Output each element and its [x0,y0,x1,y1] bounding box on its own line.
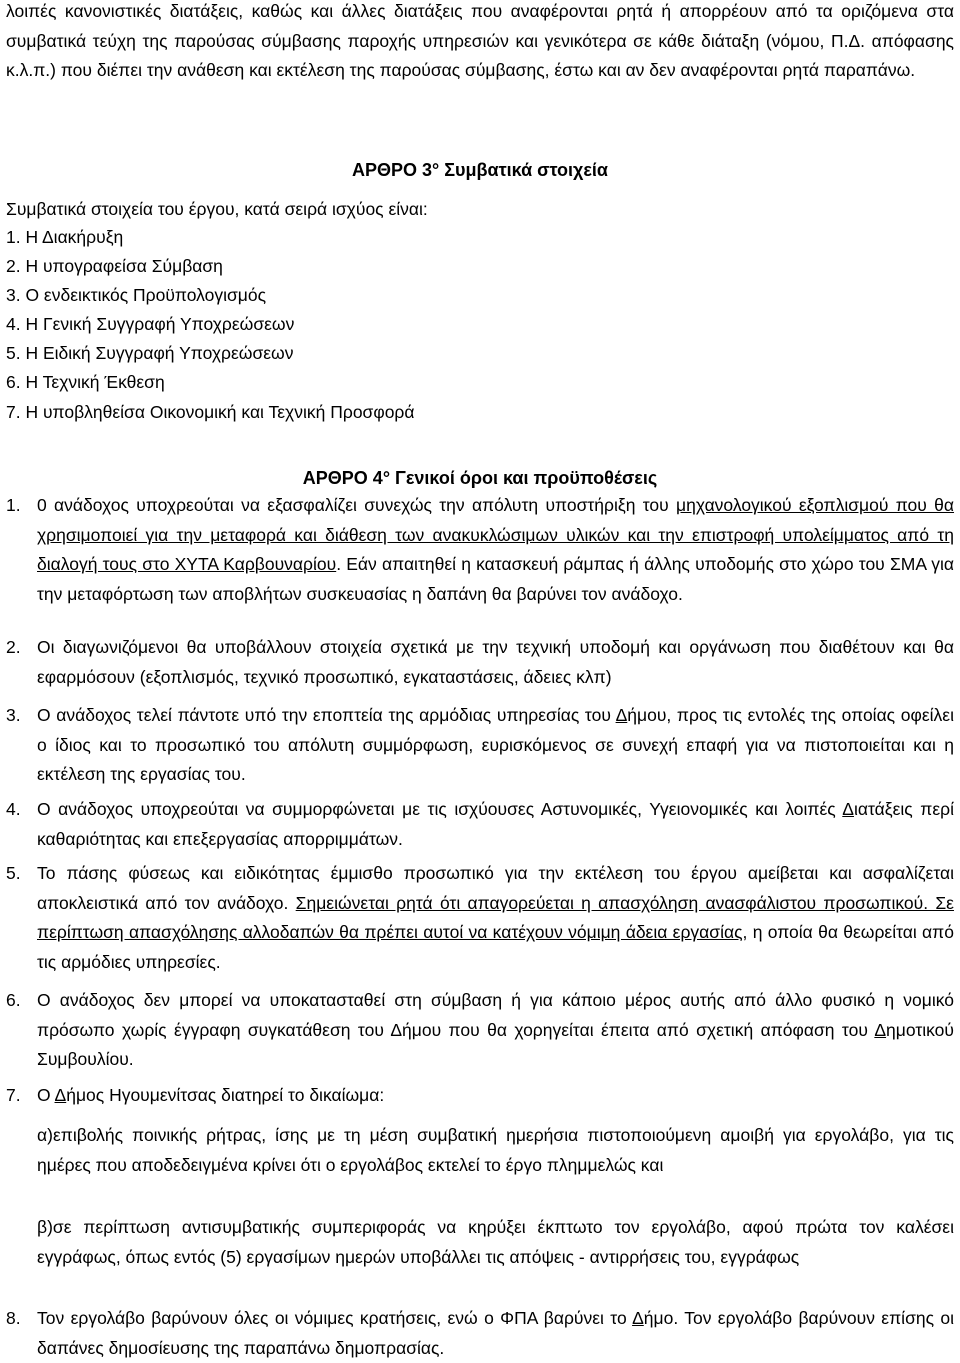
term-text: Ο ανάδοχος υποχρεούται να συμμορφώνεται με τις ισχύουσες Αστυνομικές, Υγειονομικές και λοιπές Διατάξεις περί καθαριότητας και επεξεργασίας απορριμμάτων. [37,799,954,849]
term-text: Ο ανάδοχος δεν μπορεί να υποκατασταθεί στη σύμβαση ή για κάποιο μέρος αυτής από άλλο φυσικό η νομικό πρόσωπο χωρίς έγγραφη συγκατάθεση του Δήμου που θα χορηγείται έπειτα από σχετική απόφαση του Δημοτικού Συμβουλίου. [37,990,954,1069]
article-3-lead: Συμβατικά στοιχεία του έργου, κατά σειρά ισχύος είναι: [6,199,428,219]
term-number: 3. [6,705,21,725]
article-4-title: ΑΡΘΡΟ 4° Γενικοί όροι και προϋποθέσεις [302,468,658,488]
article-3-title: ΑΡΘΡΟ 3° Συμβατικά στοιχεία [352,160,608,180]
term-8 [6,1304,954,1363]
term-text: Οι διαγωνιζόμενοι θα υποβάλλουν στοιχεία σχετικά με την τεχνική υποδομή και οργάνωση που διαθέτουν και θα εφαρμόσουν (εξοπλισμός, τεχνικό προσωπικό, εγκαταστάσεις, άδειες κλπ) [37,637,954,687]
term-5 [6,859,954,977]
list-item: 7. Η υποβληθείσα Οικονομική και Τεχνική Προσφορά [6,401,415,422]
term-6 [6,986,954,1075]
term-3 [6,701,954,790]
term-7-subclause-b: β)σε περίπτωση αντισυμβατικής συμπεριφοράς να κηρύξει έκπτωτο τον εργολάβο, αφού πρώτα τον καλέσει εγγράφως, όπως εντός (5) εργασίμων ημερών υποβάλλει τις απόψεις - αντιρρήσεις του, εγγράφως [37,1217,954,1267]
term-number: 1. [6,495,21,515]
term-1 [6,491,954,609]
list-item: 6. Η Τεχνική Έκθεση [6,372,165,393]
list-item: 4. Η Γενική Συγγραφή Υποχρεώσεων [6,314,295,335]
term-4 [6,795,954,854]
term-number: 2. [6,637,21,657]
term-text: Το πάσης φύσεως και ειδικότητας έμμισθο προσωπικό για την εκτέλεση του έργου αμείβεται και ασφαλίζεται αποκλειστικά από τον ανάδοχο. Σημειώνεται ρητά ότι απαγορεύεται η απασχόληση ανασφάλιστου προσωπικού. Σε περίπτωση απασχόλησης αλλοδαπών θα πρέπει αυτοί να κατέχουν νόμιμη άδεια εργασίας, η οποία θα θεωρείται από τις αρμόδιες υπηρεσίες. [37,863,954,972]
term-number: 6. [6,990,21,1010]
term-7-subclause-a: α)επιβολής ποινικής ρήτρας, ίσης με τη μέση συμβατική ημερήσια πιστοποιούμενη αμοιβή για εργολάβο, για τις ημέρες που αποδεδειγμένα κρίνει ότι ο εργολάβος εκτελεί το έργο πλημμελώς και [37,1125,954,1175]
term-number: 7. [6,1085,21,1105]
term-number: 4. [6,799,21,819]
term-7 [6,1081,954,1111]
term-text: Τον εργολάβο βαρύνουν όλες οι νόμιμες κρατήσεις, ενώ ο ΦΠΑ βαρύνει το Δήμο. Τον εργολάβο βαρύνουν επίσης οι δαπάνες δημοσίευσης της παραπάνω δημοπρασίας. [37,1308,954,1358]
intro-paragraph: λοιπές κανονιστικές διατάξεις, καθώς και άλλες διατάξεις που αναφέρονται ρητά ή απορρέουν από τα οριζόμενα στα συμβατικά τεύχη της παρούσας σύμβασης παροχής υπηρεσιών και γενικότερα σε κάθε διάταξη (νόμου, Π.Δ. απόφασης κ.λ.π.) που διέπει την ανάθεση και εκτέλεση της παρούσας σύμβασης, έστω και αν δεν αναφέρονται ρητά παραπάνω. [6,1,954,80]
list-item: 5. Η Ειδική Συγγραφή Υποχρεώσεων [6,343,294,364]
list-item: 3. Ο ενδεικτικός Προϋπολογισμός [6,285,267,306]
term-number: 8. [6,1308,21,1328]
term-2 [6,633,954,692]
contract-documents-list [6,225,415,429]
list-item: 2. Η υπογραφείσα Σύμβαση [6,256,223,277]
term-text: Ο ανάδοχος τελεί πάντοτε υπό την εποπτεία της αρμόδιας υπηρεσίας του Δήμου, προς τις εντολές της οποίας οφείλει ο ίδιος και το προσωπικό του απόλυτη συμμόρφωση, ευρισκόμενος σε συνεχή επαφή για να πιστοποιείται και η εκτέλεση της εργασίας του. [37,705,954,784]
list-item: 1. Η Διακήρυξη [6,227,124,247]
term-text: 0 ανάδοχος υποχρεούται να εξασφαλίζει συνεχώς την απόλυτη υποστήριξη του μηχανολογικού εξοπλισμού που θα χρησιμοποιεί για την μεταφορά και διάθεση των ανακυκλώσιμων υλικών και την επιστροφή υπολείμματος από τη διαλογή τους στο ΧΥΤΑ Καρβουναρίου. Εάν απαιτηθεί η κατασκευή ράμπας ή άλλης υποδομής στο χώρο του ΣΜΑ για την μεταφόρτωση των αποβλήτων συσκευασίας η δαπάνη θα βαρύνει τον ανάδοχο. [37,495,955,604]
term-text: Ο Δήμος Ηγουμενίτσας διατηρεί το δικαίωμα: [37,1085,385,1105]
term-number: 5. [6,863,21,883]
